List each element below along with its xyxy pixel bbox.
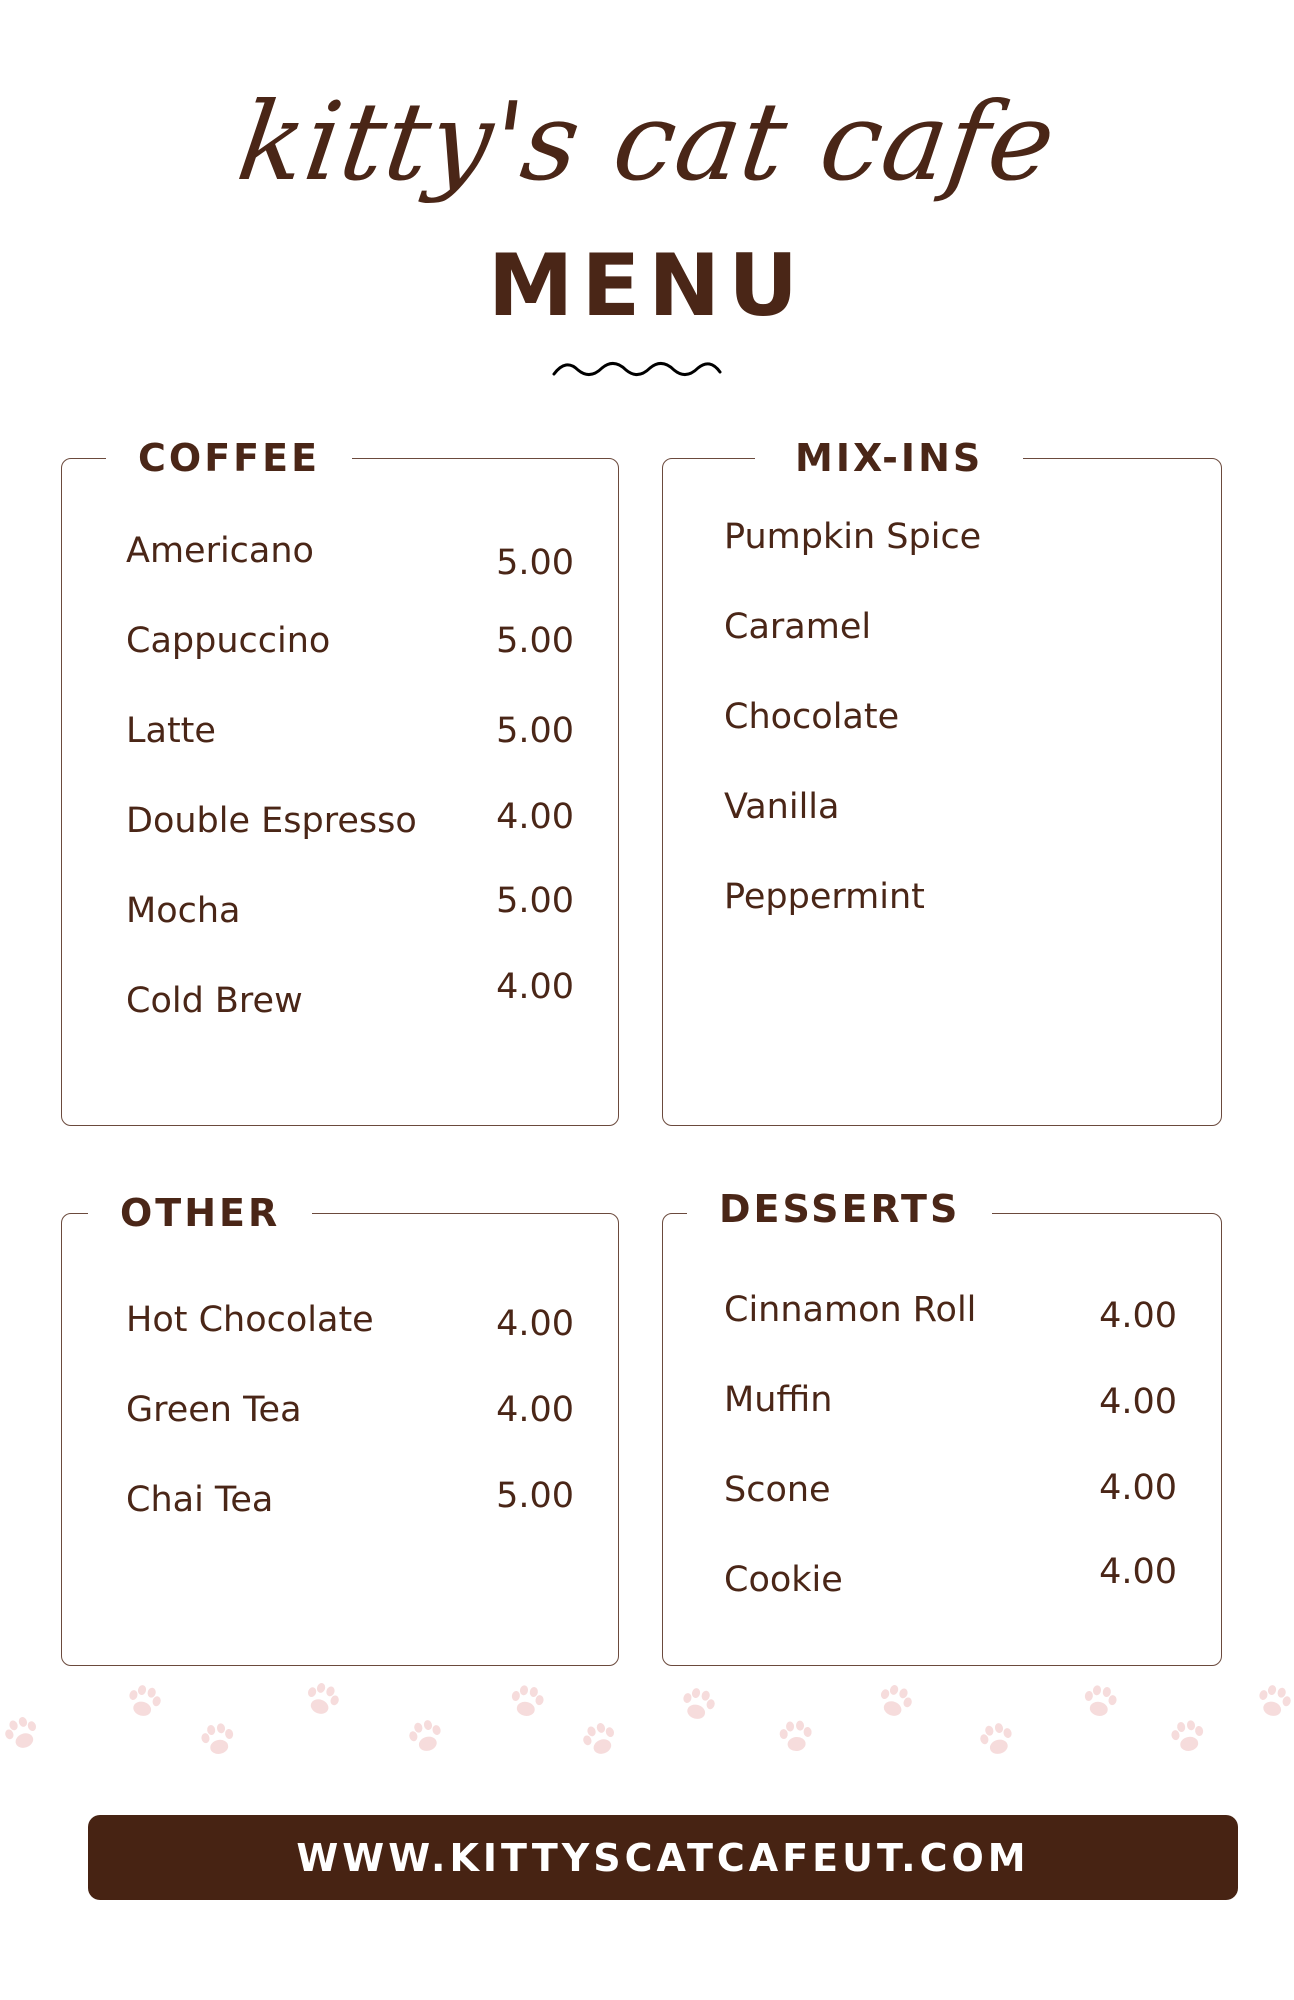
item-name: Muffin [724, 1380, 833, 1420]
item-name: Americano [126, 531, 314, 571]
paw-print-icon [1075, 1677, 1126, 1728]
item-name: Chai Tea [126, 1480, 274, 1520]
menu-item [62, 1300, 618, 1360]
item-price: 5.00 [496, 543, 574, 583]
item-name: Chocolate [724, 697, 900, 737]
paw-print-icon [399, 1710, 453, 1764]
item-name: Cinnamon Roll [724, 1290, 977, 1330]
menu-item [62, 711, 618, 771]
paw-print-icon [0, 1706, 50, 1762]
paw-print-icon [193, 1715, 244, 1766]
item-price: 4.00 [496, 1304, 574, 1344]
website-url-link[interactable]: WWW.KITTYSCATCAFEUT.COM [296, 1835, 1030, 1880]
menu-item [62, 797, 618, 861]
menu-item [62, 881, 618, 951]
menu-item [62, 1476, 618, 1540]
menu-title: MENU [487, 236, 807, 336]
menu-item [663, 1290, 1221, 1350]
paw-print-icon [671, 1678, 725, 1732]
item-price: 4.00 [1099, 1296, 1177, 1336]
item-name: Double Espresso [126, 801, 417, 841]
item-price: 4.00 [1099, 1468, 1177, 1508]
item-name: Green Tea [126, 1390, 302, 1430]
menu-item [663, 1552, 1221, 1620]
item-name: Cold Brew [126, 981, 303, 1021]
paw-print-icon [294, 1672, 350, 1728]
item-price: 4.00 [496, 967, 574, 1007]
item-name: Mocha [126, 891, 241, 931]
item-name: Vanilla [724, 787, 840, 827]
cafe-name-title: kitty's cat cafe [230, 80, 1064, 205]
menu-item [62, 531, 618, 591]
menu-item [62, 967, 618, 1041]
other-heading: OTHER [88, 1190, 312, 1236]
menu-item [663, 697, 1221, 757]
paw-print-icon [1247, 1675, 1294, 1729]
item-name: Latte [126, 711, 216, 751]
menu-item [663, 877, 1221, 937]
paw-print-icon [1163, 1712, 1214, 1763]
item-price: 4.00 [496, 1390, 574, 1430]
item-name: Caramel [724, 607, 872, 647]
paw-print-icon [867, 1674, 923, 1730]
desserts-heading: DESSERTS [687, 1186, 992, 1232]
item-name: Cookie [724, 1560, 843, 1600]
paw-print-icon [572, 1712, 628, 1768]
item-name: Peppermint [724, 877, 925, 917]
mixins-panel [662, 436, 1222, 1126]
item-price: 4.00 [1099, 1382, 1177, 1422]
desserts-panel [662, 1187, 1222, 1666]
footer-bar [88, 1815, 1238, 1900]
item-name: Pumpkin Spice [724, 517, 982, 557]
item-price: 5.00 [496, 711, 574, 751]
item-name: Cappuccino [126, 621, 331, 661]
item-name: Hot Chocolate [126, 1300, 374, 1340]
item-price: 4.00 [496, 797, 574, 837]
menu-item [663, 1470, 1221, 1530]
item-name: Scone [724, 1470, 831, 1510]
item-price: 5.00 [496, 621, 574, 661]
menu-item [663, 787, 1221, 847]
paw-print-icon [772, 1713, 820, 1761]
paw-print-icon [970, 1713, 1024, 1767]
menu-item [663, 607, 1221, 667]
menu-item [663, 1380, 1221, 1440]
mixins-heading: MIX-INS [755, 435, 1023, 481]
coffee-panel [61, 436, 619, 1126]
item-price: 4.00 [1099, 1552, 1177, 1592]
menu-item [62, 621, 618, 681]
paw-print-icon [502, 1677, 553, 1728]
item-price: 5.00 [496, 1476, 574, 1516]
menu-item [663, 517, 1221, 577]
item-price: 5.00 [496, 881, 574, 921]
paw-print-icon [117, 1675, 171, 1729]
other-panel [61, 1191, 619, 1666]
menu-item [62, 1390, 618, 1450]
squiggle-divider-icon [552, 356, 722, 380]
coffee-heading: COFFEE [106, 435, 352, 481]
